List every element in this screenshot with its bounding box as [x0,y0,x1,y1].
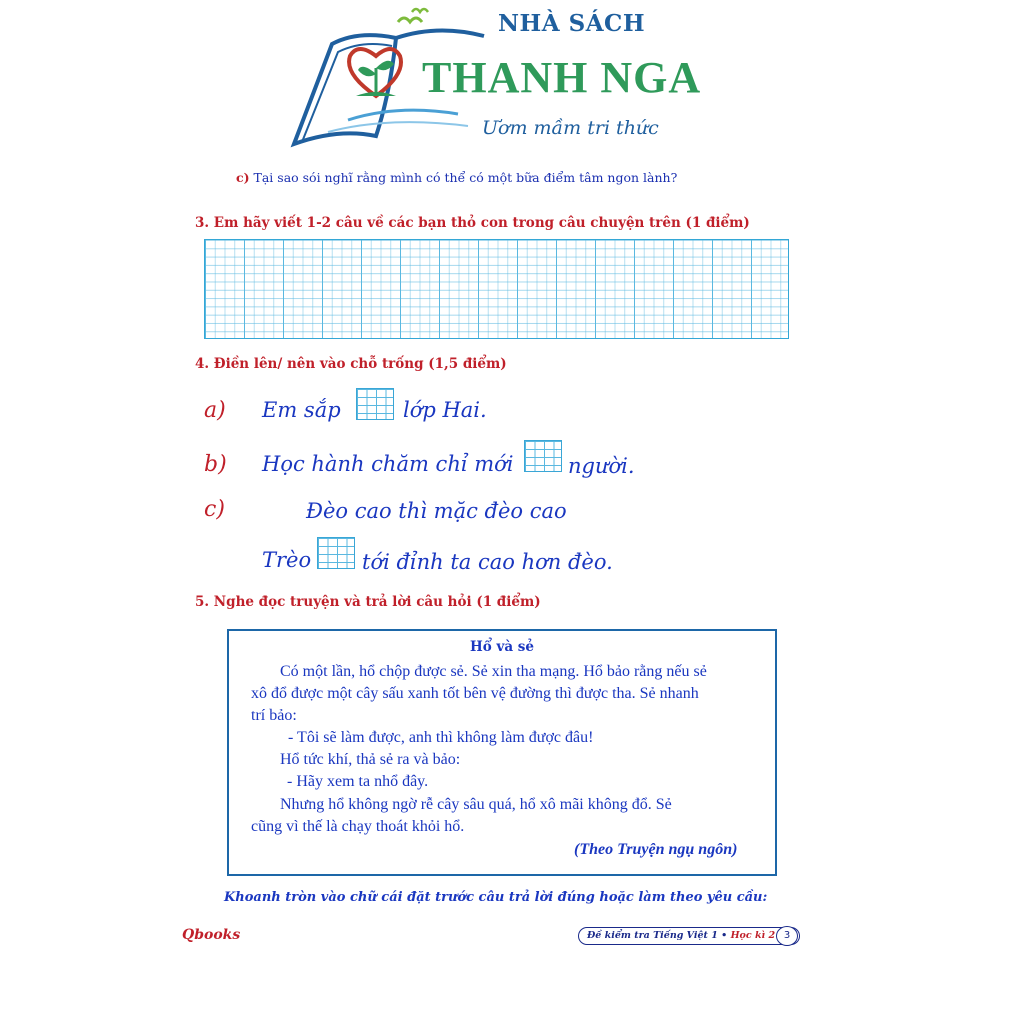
story-line: trí bảo: [251,707,297,724]
story-line: Có một lần, hổ chộp được sẻ. Sẻ xin tha mạng. Hổ bảo rằng nếu sẻ [280,663,707,680]
item-b-text-before: Học hành chăm chỉ mới [262,452,514,476]
item-c-label: c) [204,497,225,522]
item-c-line1: Đèo cao thì mặc đèo cao [306,499,567,523]
footer-semester: Học kì 2 [730,930,776,941]
story-source: (Theo Truyện ngụ ngôn) [574,841,738,858]
item-c-text-after: tới đỉnh ta cao hơn đèo. [362,550,613,574]
question-2c-label: c) [236,170,250,185]
question-2c [236,170,677,185]
story-line: cũng vì thế là chạy thoát khỏi hổ. [251,818,465,835]
question-5-title: 5. Nghe đọc truyện và trả lời câu hỏi (1 điểm) [195,594,541,610]
brand-name: THANH NGA [422,53,702,102]
story-line: xô đổ được một cây sấu xanh tốt bên vệ đường thì được tha. Sẻ nhanh [251,685,699,702]
item-b-text-after: người. [568,454,635,478]
footer-separator: • [721,930,728,941]
story-line: Hổ tức khí, thả sẻ ra và bảo: [280,751,461,768]
item-c-text-before: Trèo [262,548,312,572]
item-a-label: a) [204,398,226,423]
brand-top-text: NHÀ SÁCH [498,10,646,37]
writing-answer-grid[interactable] [204,239,789,339]
story-line: Nhưng hổ không ngờ rễ cây sâu quá, hổ xô mãi không đổ. Sẻ [280,796,672,813]
brand-slogan: Ươm mầm tri thức [482,117,659,139]
item-b-label: b) [204,452,227,477]
item-b-blank[interactable] [524,440,562,472]
story-line: - Tôi sẽ làm được, anh thì không làm được đâu! [288,729,594,746]
question-2c-text: Tại sao sói nghĩ rằng mình có thể có một bữa điểm tâm ngon lành? [253,170,678,185]
story-line: - Hãy xem ta nhổ đây. [287,773,429,790]
footer-title-text: Đề kiểm tra Tiếng Việt 1 [587,930,718,941]
publisher-logo: Qbooks [182,927,241,943]
question-3-title: 3. Em hãy viết 1-2 câu về các bạn thỏ con trong câu chuyện trên (1 điểm) [195,215,750,231]
item-a-blank[interactable] [356,388,394,420]
answer-instruction: Khoanh tròn vào chữ cái đặt trước câu trả lời đúng hoặc làm theo yêu cầu: [224,890,768,905]
page-number: 3 [776,926,798,946]
question-4-title: 4. Điền lên/ nên vào chỗ trống (1,5 điểm) [195,356,507,372]
footer-book-title [578,927,800,945]
story-title: Hổ và sẻ [470,639,534,655]
item-c-blank[interactable] [317,537,355,569]
item-a-text-before: Em sắp [262,398,341,422]
item-a-text-after: lớp Hai. [403,398,487,422]
